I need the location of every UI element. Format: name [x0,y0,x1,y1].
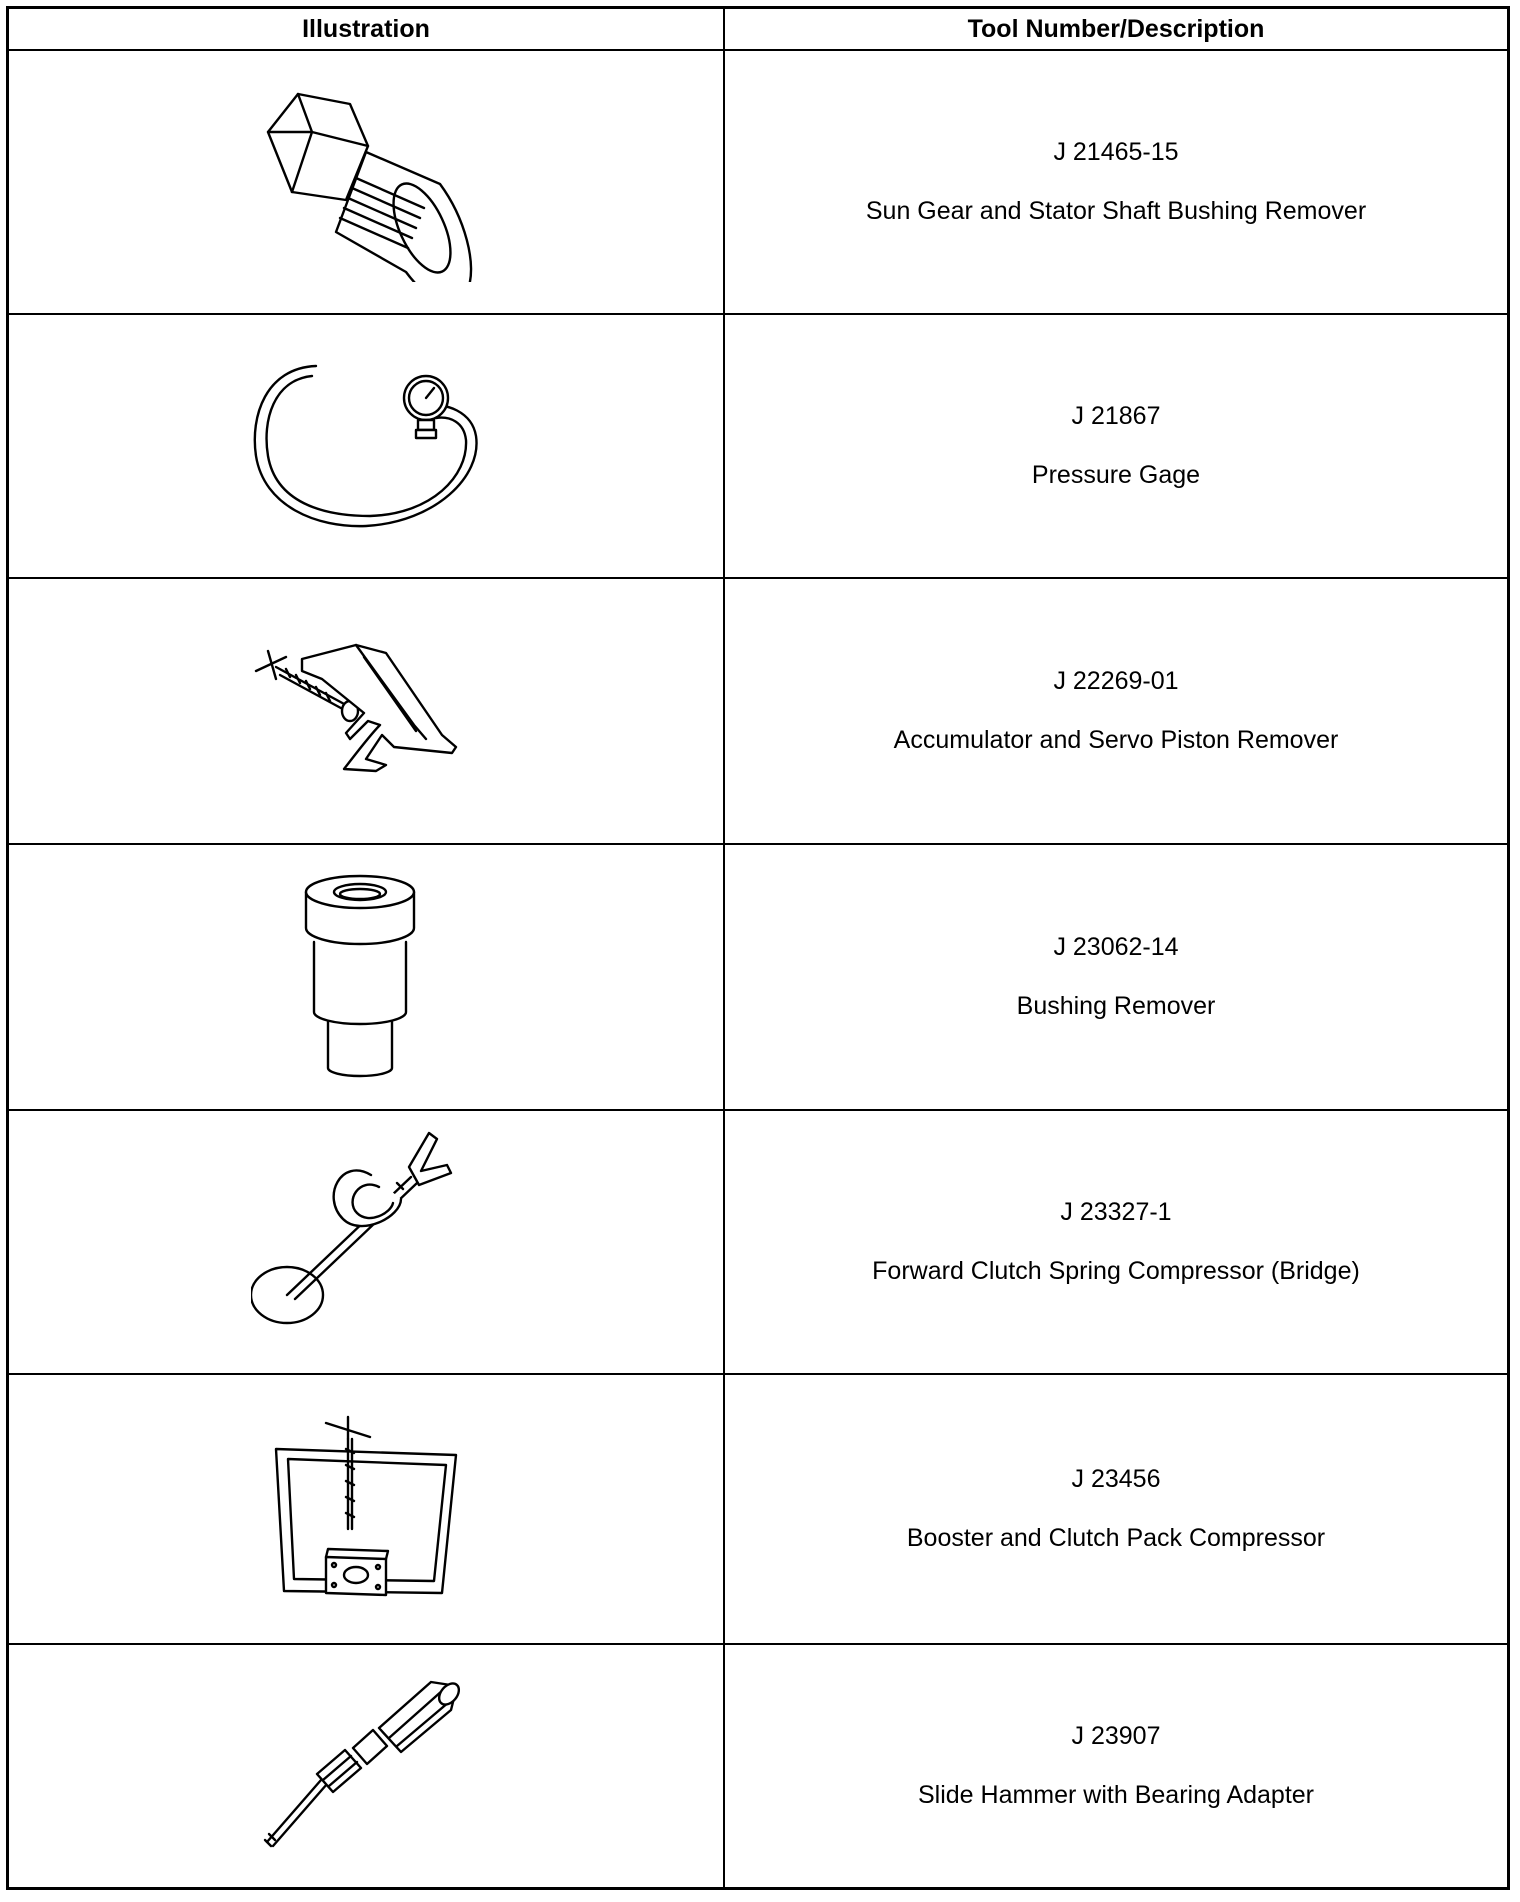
spring-compressor-bridge-icon [251,1127,481,1357]
tool-description: Pressure Gage [1031,461,1201,489]
illustration-cell [9,315,723,577]
illustration-cell [9,51,723,313]
table-row [9,1375,1507,1645]
tool-description: Forward Clutch Spring Compressor (Bridge) [872,1257,1360,1285]
description-cell [725,845,1507,1109]
illustration-cell [9,1645,723,1887]
bushing-remover-bolt-icon [256,82,476,282]
piston-remover-clamp-icon [246,631,486,791]
table-row [9,51,1507,315]
illustration-cell [9,845,723,1109]
clutch-pack-compressor-icon [266,1409,466,1609]
table-row [9,1111,1507,1375]
tool-number: J 22269-01 [1053,667,1179,695]
bushing-remover-icon [286,872,446,1082]
tool-description: Booster and Clutch Pack Compressor [906,1524,1326,1552]
tool-description: Slide Hammer with Bearing Adapter [917,1781,1315,1809]
tool-number: J 23907 [1071,1722,1161,1750]
description-cell [725,315,1507,577]
tool-description: Accumulator and Servo Piston Remover [893,726,1339,754]
tools-table [6,6,1510,1890]
illustration-cell [9,1111,723,1373]
table-row [9,845,1507,1111]
illustration-cell [9,579,723,843]
tool-number: J 23327-1 [1060,1198,1172,1226]
description-cell [725,1375,1507,1643]
table-row [9,315,1507,579]
table-row [9,579,1507,845]
header-tool-number-description: Tool Number/Description [725,9,1507,51]
tool-description: Sun Gear and Stator Shaft Bushing Remover [865,197,1367,225]
illustration-cell [9,1375,723,1643]
description-cell [725,51,1507,313]
slide-hammer-icon [261,1676,471,1856]
tool-number: J 23456 [1071,1465,1161,1493]
description-cell [725,1111,1507,1373]
description-cell [725,579,1507,843]
table-row [9,1645,1507,1887]
tool-number: J 23062-14 [1053,933,1179,961]
tool-number: J 21465-15 [1053,138,1179,166]
description-cell [725,1645,1507,1887]
tool-description: Bushing Remover [1016,992,1216,1020]
header-illustration: Illustration [9,9,723,51]
pressure-gage-icon [246,356,486,536]
tool-number: J 21867 [1071,402,1161,430]
